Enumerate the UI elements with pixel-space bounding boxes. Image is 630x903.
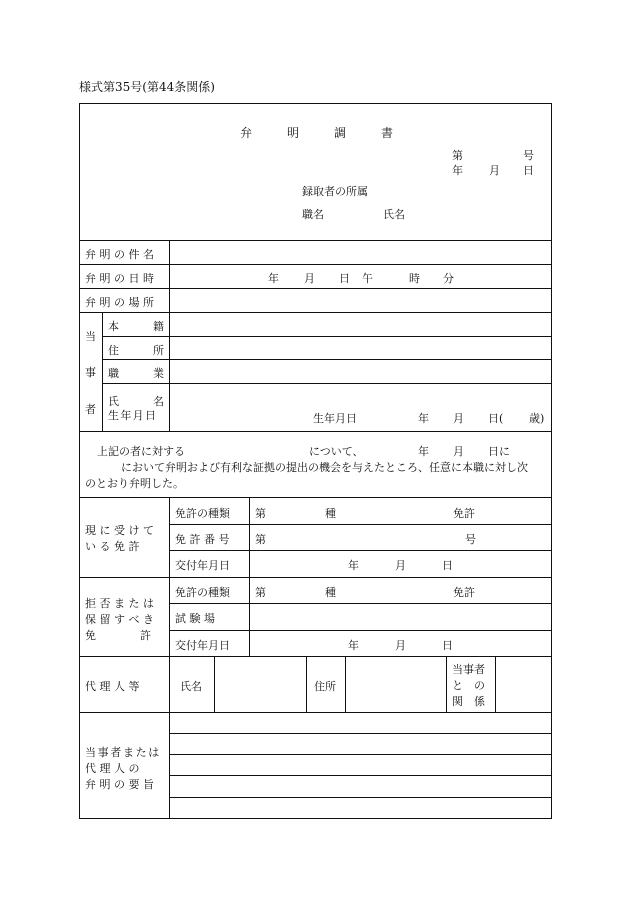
recorder-position: 職名 <box>302 208 324 221</box>
refused-issue-field: 年 <box>348 639 359 652</box>
current-type-field: 免許 <box>453 507 475 520</box>
current-issue-field: 月 <box>395 559 406 572</box>
statement-part: 年 <box>418 445 429 458</box>
rule <box>79 264 552 265</box>
rule <box>169 797 552 798</box>
birthdate-field: 年 <box>418 412 429 425</box>
current-issue-field: 年 <box>348 559 359 572</box>
rule <box>345 656 346 712</box>
current-type-field: 第 <box>255 507 266 520</box>
domicile-label-char: 籍 <box>153 320 164 333</box>
datetime-unit: 時 <box>409 272 420 285</box>
agent-address-label: 住所 <box>314 680 336 693</box>
refused-type-label: 免許の種類 <box>175 586 230 599</box>
rule <box>79 656 552 657</box>
date-month: 月 <box>489 164 500 177</box>
rule <box>169 497 170 818</box>
summary-label: 当事者または <box>85 746 161 759</box>
recorder-name: 氏名 <box>383 208 405 221</box>
rule <box>169 524 552 525</box>
statement-part: 上記の者に対する <box>97 445 185 458</box>
rule <box>446 656 447 712</box>
rule <box>102 312 103 431</box>
refused-issue-field: 日 <box>442 639 453 652</box>
refused-license-label: 拒 否 ま た は <box>85 597 154 610</box>
refused-license-label: 保 留 す べ き <box>85 613 154 626</box>
refused-type-field: 免許 <box>453 586 475 599</box>
current-number-field: 第 <box>255 533 266 546</box>
rule <box>169 630 552 631</box>
date-day: 日 <box>523 164 534 177</box>
rule <box>169 550 552 551</box>
rule <box>169 775 552 776</box>
current-issue-field: 日 <box>442 559 453 572</box>
rule <box>79 312 552 313</box>
occupation-label-char: 職 <box>108 367 119 380</box>
party-label-char: 者 <box>85 403 96 416</box>
birthdate-field: 歳) <box>529 412 545 425</box>
refused-issue-field: 月 <box>395 639 406 652</box>
rule <box>79 712 552 713</box>
current-number-label: 免 許 番 号 <box>175 533 230 546</box>
rule <box>495 656 496 712</box>
rule <box>169 603 552 604</box>
summary-label: 弁 明 の 要 旨 <box>85 778 154 791</box>
occupation-label-char: 業 <box>153 367 164 380</box>
current-license-label: 現 に 受 け て <box>85 524 154 537</box>
current-license-label: い る 免 許 <box>85 540 140 553</box>
frame-bottom <box>79 818 552 819</box>
address-label-char: 住 <box>108 344 119 357</box>
agent-relation-label: 当事者 <box>452 663 485 676</box>
title-char: 調 <box>334 126 347 140</box>
rule <box>79 577 552 578</box>
frame-top <box>79 103 552 104</box>
domicile-label-char: 本 <box>108 320 119 333</box>
datetime-unit: 分 <box>443 272 454 285</box>
refused-license-label: 免 許 <box>85 629 151 642</box>
doc-no-suffix: 号 <box>523 149 534 162</box>
current-number-field: 号 <box>465 533 476 546</box>
refused-type-field: 第 <box>255 586 266 599</box>
rule <box>79 288 552 289</box>
current-type-label: 免許の種類 <box>175 507 230 520</box>
doc-no-prefix: 第 <box>452 149 463 162</box>
statement-part: 月 <box>453 445 464 458</box>
title-char: 弁 <box>240 126 253 140</box>
datetime-unit: 午 <box>362 272 373 285</box>
datetime-unit: 年 <box>268 272 279 285</box>
rule <box>249 497 250 656</box>
rule <box>169 240 170 431</box>
agent-relation-label: 関 係 <box>452 695 485 708</box>
domicile-label <box>108 318 164 334</box>
rule <box>169 733 552 734</box>
form-number: 様式第35号(第44条関係) <box>79 80 215 94</box>
rule <box>306 656 307 712</box>
statement-line2: において弁明および有利な証拠の提出の機会を与えたところ、任意に本職に対し次 <box>121 461 528 474</box>
rule <box>79 240 552 241</box>
rule <box>79 431 552 432</box>
statement-part: について、 <box>309 445 364 458</box>
agent-relation-label: と の <box>452 679 485 692</box>
rule <box>79 497 552 498</box>
name-label-char: 名 <box>153 395 164 408</box>
summary-label: 代 理 人 の <box>85 762 140 775</box>
place-label: 弁 明 の 場 所 <box>85 296 154 309</box>
birthdate-field: 日( <box>488 412 504 425</box>
refused-type-field: 種 <box>325 586 336 599</box>
statement-part: 日に <box>488 445 510 458</box>
title-char: 書 <box>381 126 394 140</box>
statement-line3: のとおり弁明した。 <box>85 477 184 490</box>
occupation-label <box>108 365 164 381</box>
address-label-char: 所 <box>153 344 164 357</box>
date-year: 年 <box>452 164 463 177</box>
agent-label: 代 理 人 等 <box>85 680 140 693</box>
birthdate-field: 生年月日 <box>313 412 357 425</box>
birthdate-label: 生年月日 <box>108 409 158 422</box>
current-issue-label: 交付年月日 <box>175 559 230 572</box>
refused-issue-label: 交付年月日 <box>175 639 230 652</box>
party-label-char: 事 <box>85 366 96 379</box>
title-char: 明 <box>287 126 300 140</box>
recorder-affiliation: 録取者の所属 <box>302 185 368 198</box>
current-type-field: 種 <box>325 507 336 520</box>
name-label-char: 氏 <box>108 395 119 408</box>
datetime-unit: 日 <box>339 272 350 285</box>
case-label: 弁 明 の 件 名 <box>85 248 154 261</box>
rule <box>169 754 552 755</box>
rule <box>214 656 215 712</box>
datetime-unit: 月 <box>304 272 315 285</box>
party-label-char: 当 <box>85 330 96 343</box>
agent-name-label: 氏名 <box>180 680 202 693</box>
datetime-label: 弁 明 の 日 時 <box>85 272 154 285</box>
birthdate-field: 月 <box>453 412 464 425</box>
refused-exam-label: 試 験 場 <box>175 612 215 625</box>
address-label <box>108 342 164 358</box>
